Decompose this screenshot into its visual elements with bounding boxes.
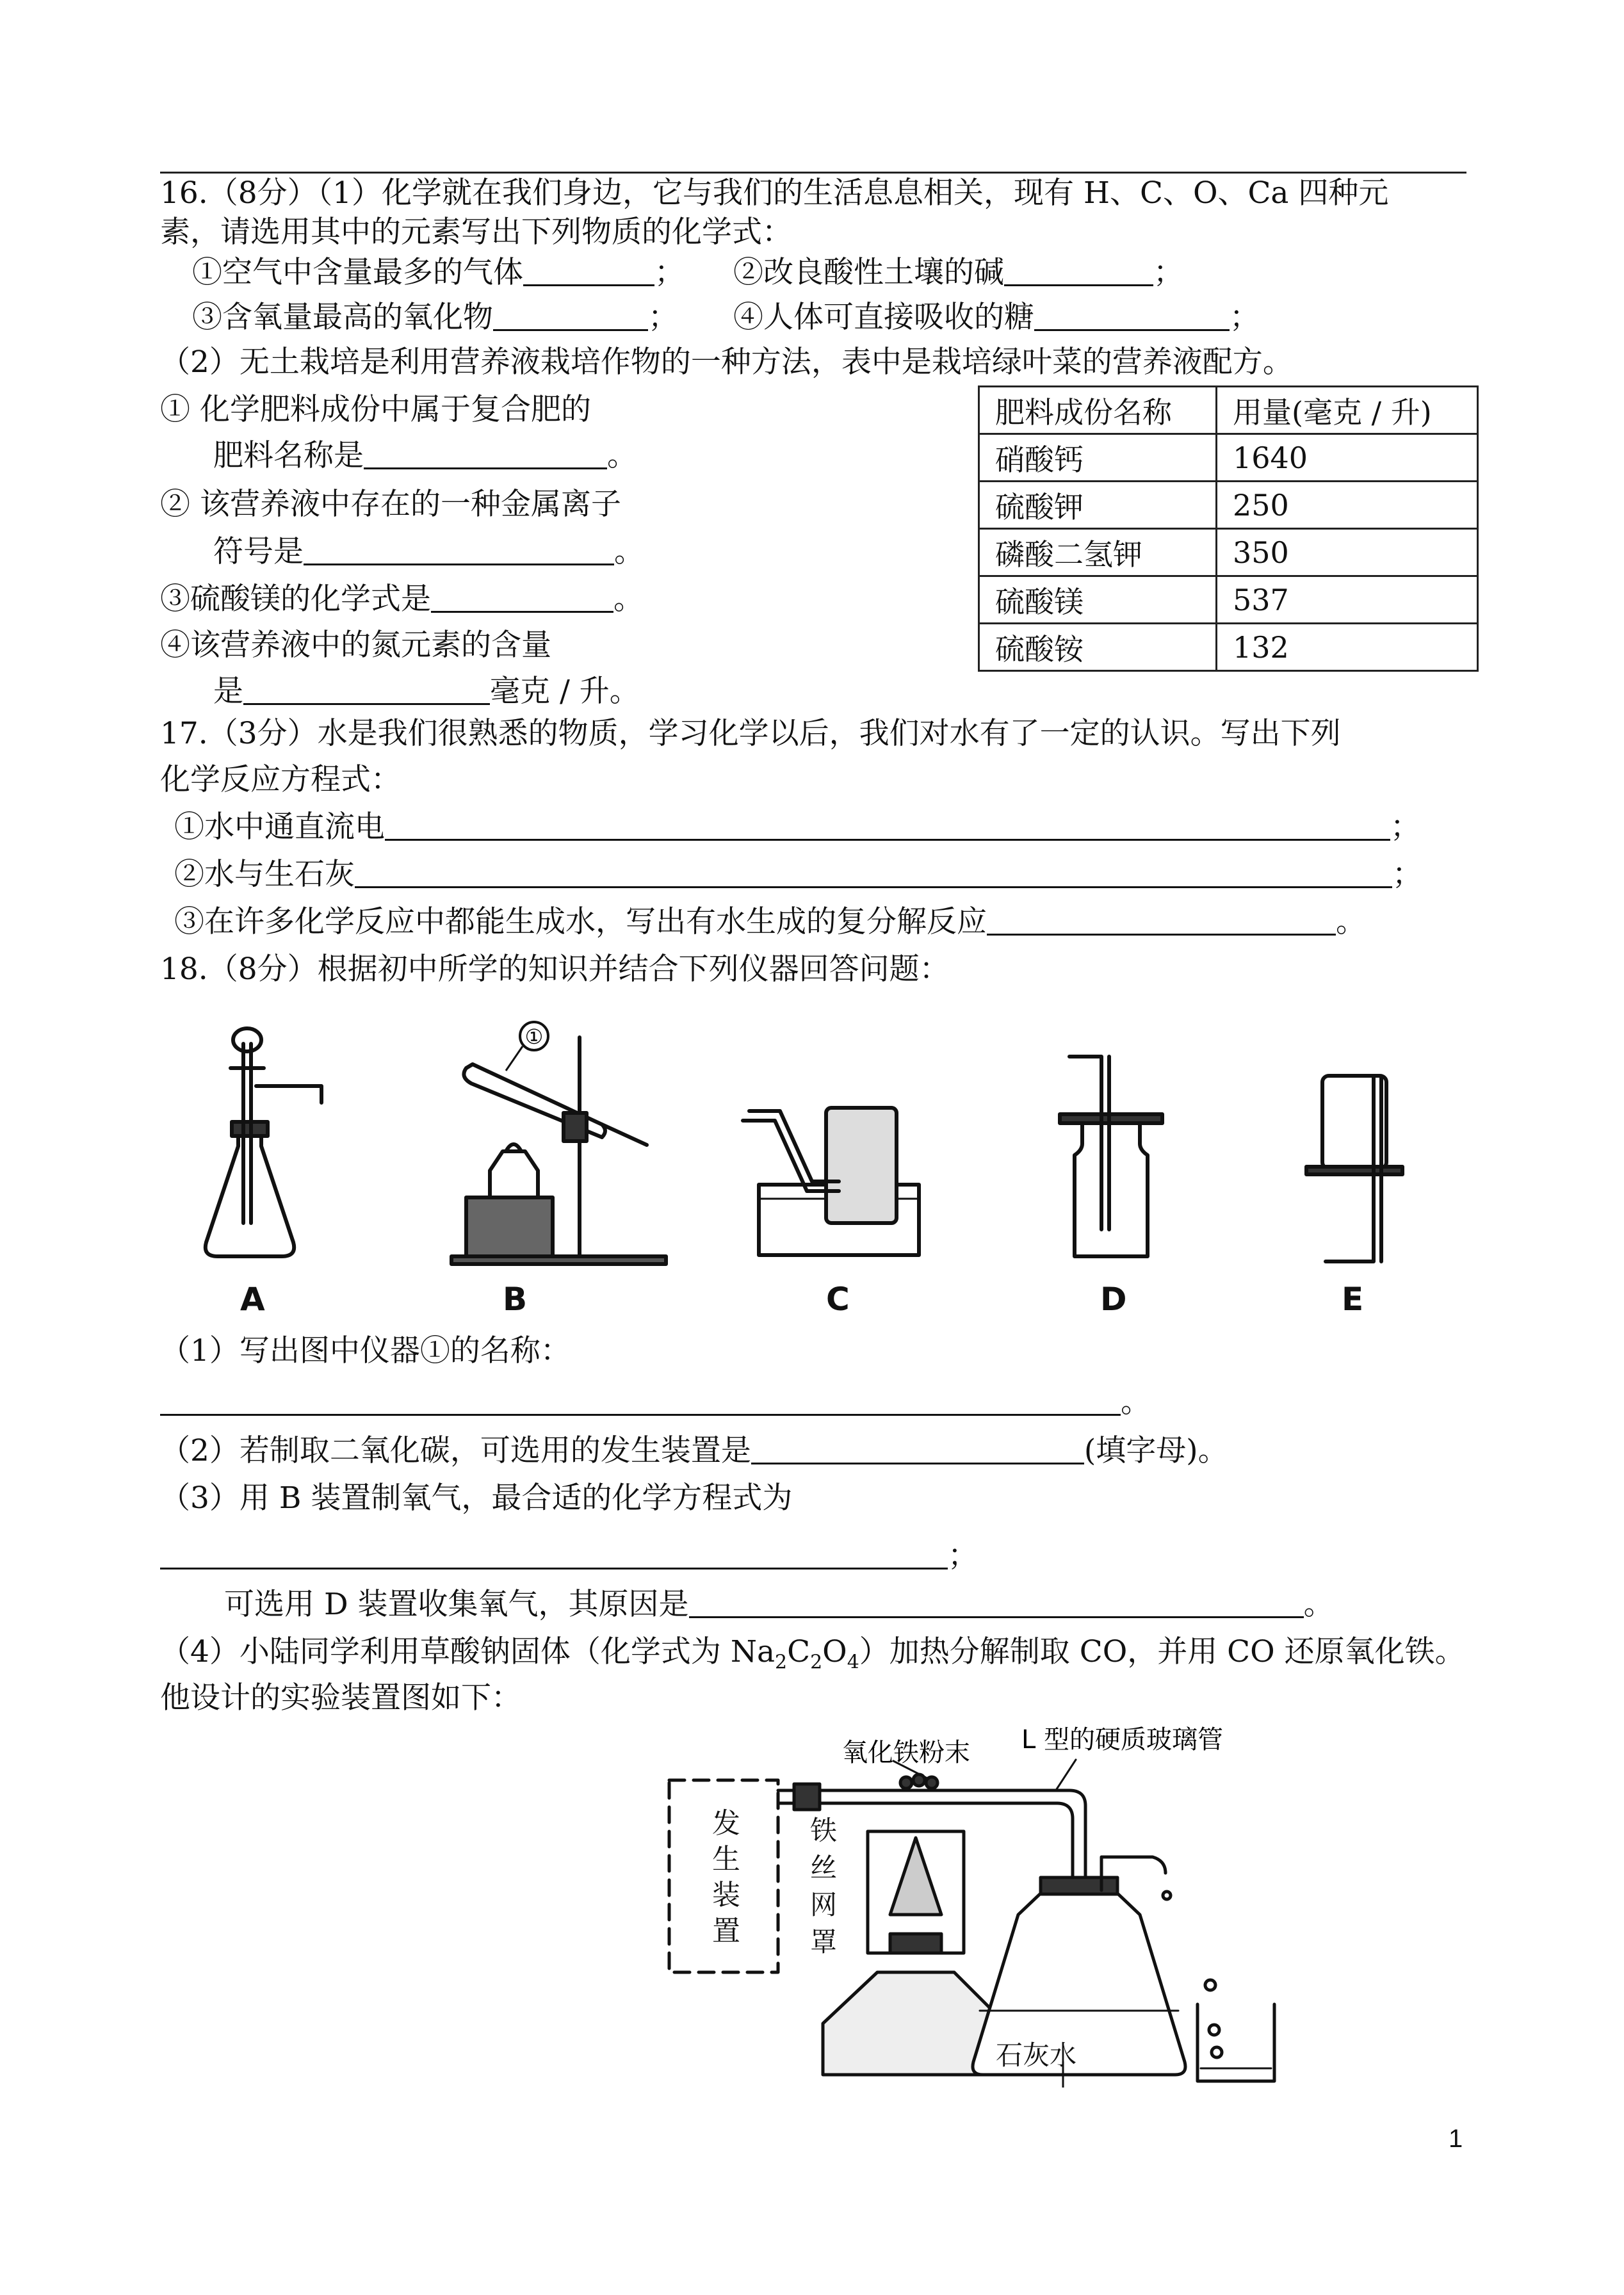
label-a: A: [240, 1281, 265, 1318]
page-number: 1: [1449, 2125, 1463, 2153]
q18-part2-tail: (填字母)。: [1084, 1433, 1228, 1468]
label-d: D: [1100, 1281, 1127, 1318]
table-cell: 硫酸镁: [979, 576, 1217, 624]
q18-part4-cont: 他设计的实验装置图如下：: [160, 1680, 521, 1715]
q16-item-3: [192, 298, 678, 337]
q16-item-1-text: ①空气中含量最多的气体: [192, 255, 523, 290]
q18-part4-text: ）加热分解制取 CO，并用 CO 还原氧化铁。: [859, 1634, 1465, 1669]
q16-item-2: [733, 254, 1183, 292]
answer-blank[interactable]: [689, 1588, 1304, 1618]
table-cell: 1640: [1217, 434, 1478, 482]
q16-heading-cont: 素，请选用其中的元素写出下列物质的化学式：: [160, 215, 792, 250]
punct: ；: [1390, 809, 1420, 845]
q16-sub1-a: ① 化学肥料成份中属于复合肥的: [160, 392, 591, 427]
table-cell: 350: [1217, 529, 1478, 576]
punct: ；: [1230, 300, 1260, 335]
table-cell: 磷酸二氢钾: [979, 529, 1217, 576]
q18-part2-text: （2）若制取二氧化碳，可选用的发生装置是: [160, 1433, 751, 1468]
table-header-row: [979, 387, 1478, 434]
answer-blank[interactable]: [355, 858, 1392, 888]
q18-part4: [160, 1633, 1465, 1682]
table-cell: 132: [1217, 624, 1478, 671]
q17-item-c: [174, 903, 1366, 941]
q16-part2: （2）无土栽培是利用营养液栽培作物的一种方法，表中是栽培绿叶菜的营养液配方。: [160, 345, 1293, 380]
top-rule: [160, 172, 1466, 174]
punct: ；: [1153, 255, 1183, 290]
apparatus-figure-a-e: [160, 1018, 1454, 1326]
punct: 。: [1303, 1587, 1334, 1622]
q16-item-4-text: ④人体可直接吸收的糖: [733, 300, 1034, 335]
q16-sub4-b: [213, 672, 640, 711]
answer-blank[interactable]: [493, 301, 648, 331]
table-cell: 硝酸钙: [979, 434, 1217, 482]
apparatus-c: [743, 1108, 919, 1255]
q18-part4-text: O: [822, 1634, 847, 1669]
q18-part3-answer: [160, 1537, 978, 1575]
label-e: E: [1342, 1281, 1364, 1318]
subscript: 4: [847, 1651, 859, 1674]
q16-item-3-text: ③含氧量最高的氧化物: [192, 300, 493, 335]
q17-item-a: [174, 808, 1420, 847]
label-iron-oxide: 氧化铁粉末: [842, 1738, 970, 1767]
unit-text: 毫克 / 升。: [490, 674, 640, 709]
q17-item-b-text: ②水与生石灰: [174, 857, 355, 892]
q18-part1: （1）写出图中仪器①的名称：: [160, 1333, 571, 1368]
answer-blank[interactable]: [160, 1386, 1121, 1416]
table-cell: 硫酸铵: [979, 624, 1217, 671]
answer-blank[interactable]: [160, 1539, 948, 1569]
table-header: 用量(毫克 / 升): [1217, 387, 1478, 434]
punct: 。: [1121, 1384, 1151, 1420]
q16-sub1-b-text: 肥料名称是: [213, 438, 364, 473]
label-generator: 发生装置: [712, 1807, 740, 1947]
punct: ；: [1392, 857, 1422, 892]
label-l-tube: L 型的硬质玻璃管: [1021, 1725, 1223, 1755]
punct: ；: [648, 300, 678, 335]
q18-part4-text: C: [787, 1634, 811, 1669]
q17-heading: 17.（3分）水是我们很熟悉的物质，学习化学以后，我们对水有了一定的认识。写出下列: [160, 716, 1341, 751]
q16-item-2-text: ②改良酸性土壤的碱: [733, 255, 1004, 290]
q18-part3-reason-text: 可选用 D 装置收集氧气，其原因是: [224, 1587, 689, 1622]
label-limewater: 石灰水: [996, 2040, 1077, 2071]
answer-blank[interactable]: [987, 905, 1336, 936]
q17-item-a-text: ①水中通直流电: [174, 809, 385, 845]
q16-item-1: [192, 254, 685, 292]
table-row: [979, 434, 1478, 482]
punct: 。: [613, 581, 644, 617]
q18-part1-answer: [160, 1383, 1151, 1422]
q16-sub4-b-text: 是: [213, 674, 243, 709]
answer-blank[interactable]: [364, 439, 607, 469]
label-circle-1: ①: [524, 1025, 544, 1049]
q17-item-b: [174, 856, 1422, 894]
answer-blank[interactable]: [751, 1434, 1084, 1464]
q18-part2: [160, 1432, 1228, 1470]
table-cell: 537: [1217, 576, 1478, 624]
table-row: [979, 482, 1478, 529]
table-header: 肥料成份名称: [979, 387, 1217, 434]
q16-sub4-a: ④该营养液中的氮元素的含量: [160, 628, 551, 663]
fertilizer-table: [978, 385, 1479, 672]
subscript: 2: [775, 1651, 788, 1674]
table-row: [979, 576, 1478, 624]
table-cell: 250: [1217, 482, 1478, 529]
q16-item-4: [733, 298, 1260, 337]
apparatus-d: [1060, 1057, 1162, 1256]
answer-blank[interactable]: [1034, 301, 1230, 331]
q16-sub2-b: [213, 533, 644, 571]
answer-blank[interactable]: [523, 256, 654, 286]
q18-part4-text: （4）小陆同学利用草酸钠固体（化学式为 Na: [160, 1634, 775, 1669]
punct: 。: [614, 534, 644, 569]
punct: 。: [1336, 904, 1366, 939]
label-b: B: [503, 1281, 528, 1318]
q16-sub3: [160, 580, 644, 619]
q17-heading-cont: 化学反应方程式：: [160, 762, 401, 797]
punct: ；: [948, 1538, 978, 1573]
table-cell: 硫酸钾: [979, 482, 1217, 529]
answer-blank[interactable]: [304, 535, 614, 565]
q16-sub1-b: [213, 437, 637, 475]
answer-blank[interactable]: [1004, 256, 1153, 286]
label-c: C: [826, 1281, 850, 1318]
q16-sub2-b-text: 符号是: [213, 534, 304, 569]
punct: 。: [607, 438, 637, 473]
punct: ；: [654, 255, 685, 290]
apparatus-e: [1306, 1076, 1402, 1261]
q18-heading: 18.（8分）根据初中所学的知识并结合下列仪器回答问题：: [160, 952, 950, 987]
table-row: [979, 624, 1478, 671]
subscript: 2: [810, 1651, 823, 1674]
co-reduction-apparatus: [660, 1703, 1287, 2088]
apparatus-b: [451, 1037, 666, 1264]
q18-part3: （3）用 B 装置制氧气，最合适的化学方程式为: [160, 1480, 793, 1516]
q16-sub3-text: ③硫酸镁的化学式是: [160, 581, 431, 617]
answer-blank[interactable]: [243, 675, 490, 705]
q18-part3-reason: [224, 1585, 1334, 1624]
answer-blank[interactable]: [385, 811, 1390, 841]
q17-item-c-text: ③在许多化学反应中都能生成水，写出有水生成的复分解反应: [174, 904, 987, 939]
label-wire-gauze: 铁丝网罩: [810, 1815, 838, 1958]
table-row: [979, 529, 1478, 576]
answer-blank[interactable]: [431, 583, 613, 613]
apparatus-a: [206, 1028, 321, 1256]
q16-heading: 16.（8分）（1）化学就在我们身边，它与我们的生活息息相关，现有 H、C、O、Ca 四种元: [160, 175, 1389, 211]
q16-sub2-a: ② 该营养液中存在的一种金属离子: [160, 487, 621, 522]
